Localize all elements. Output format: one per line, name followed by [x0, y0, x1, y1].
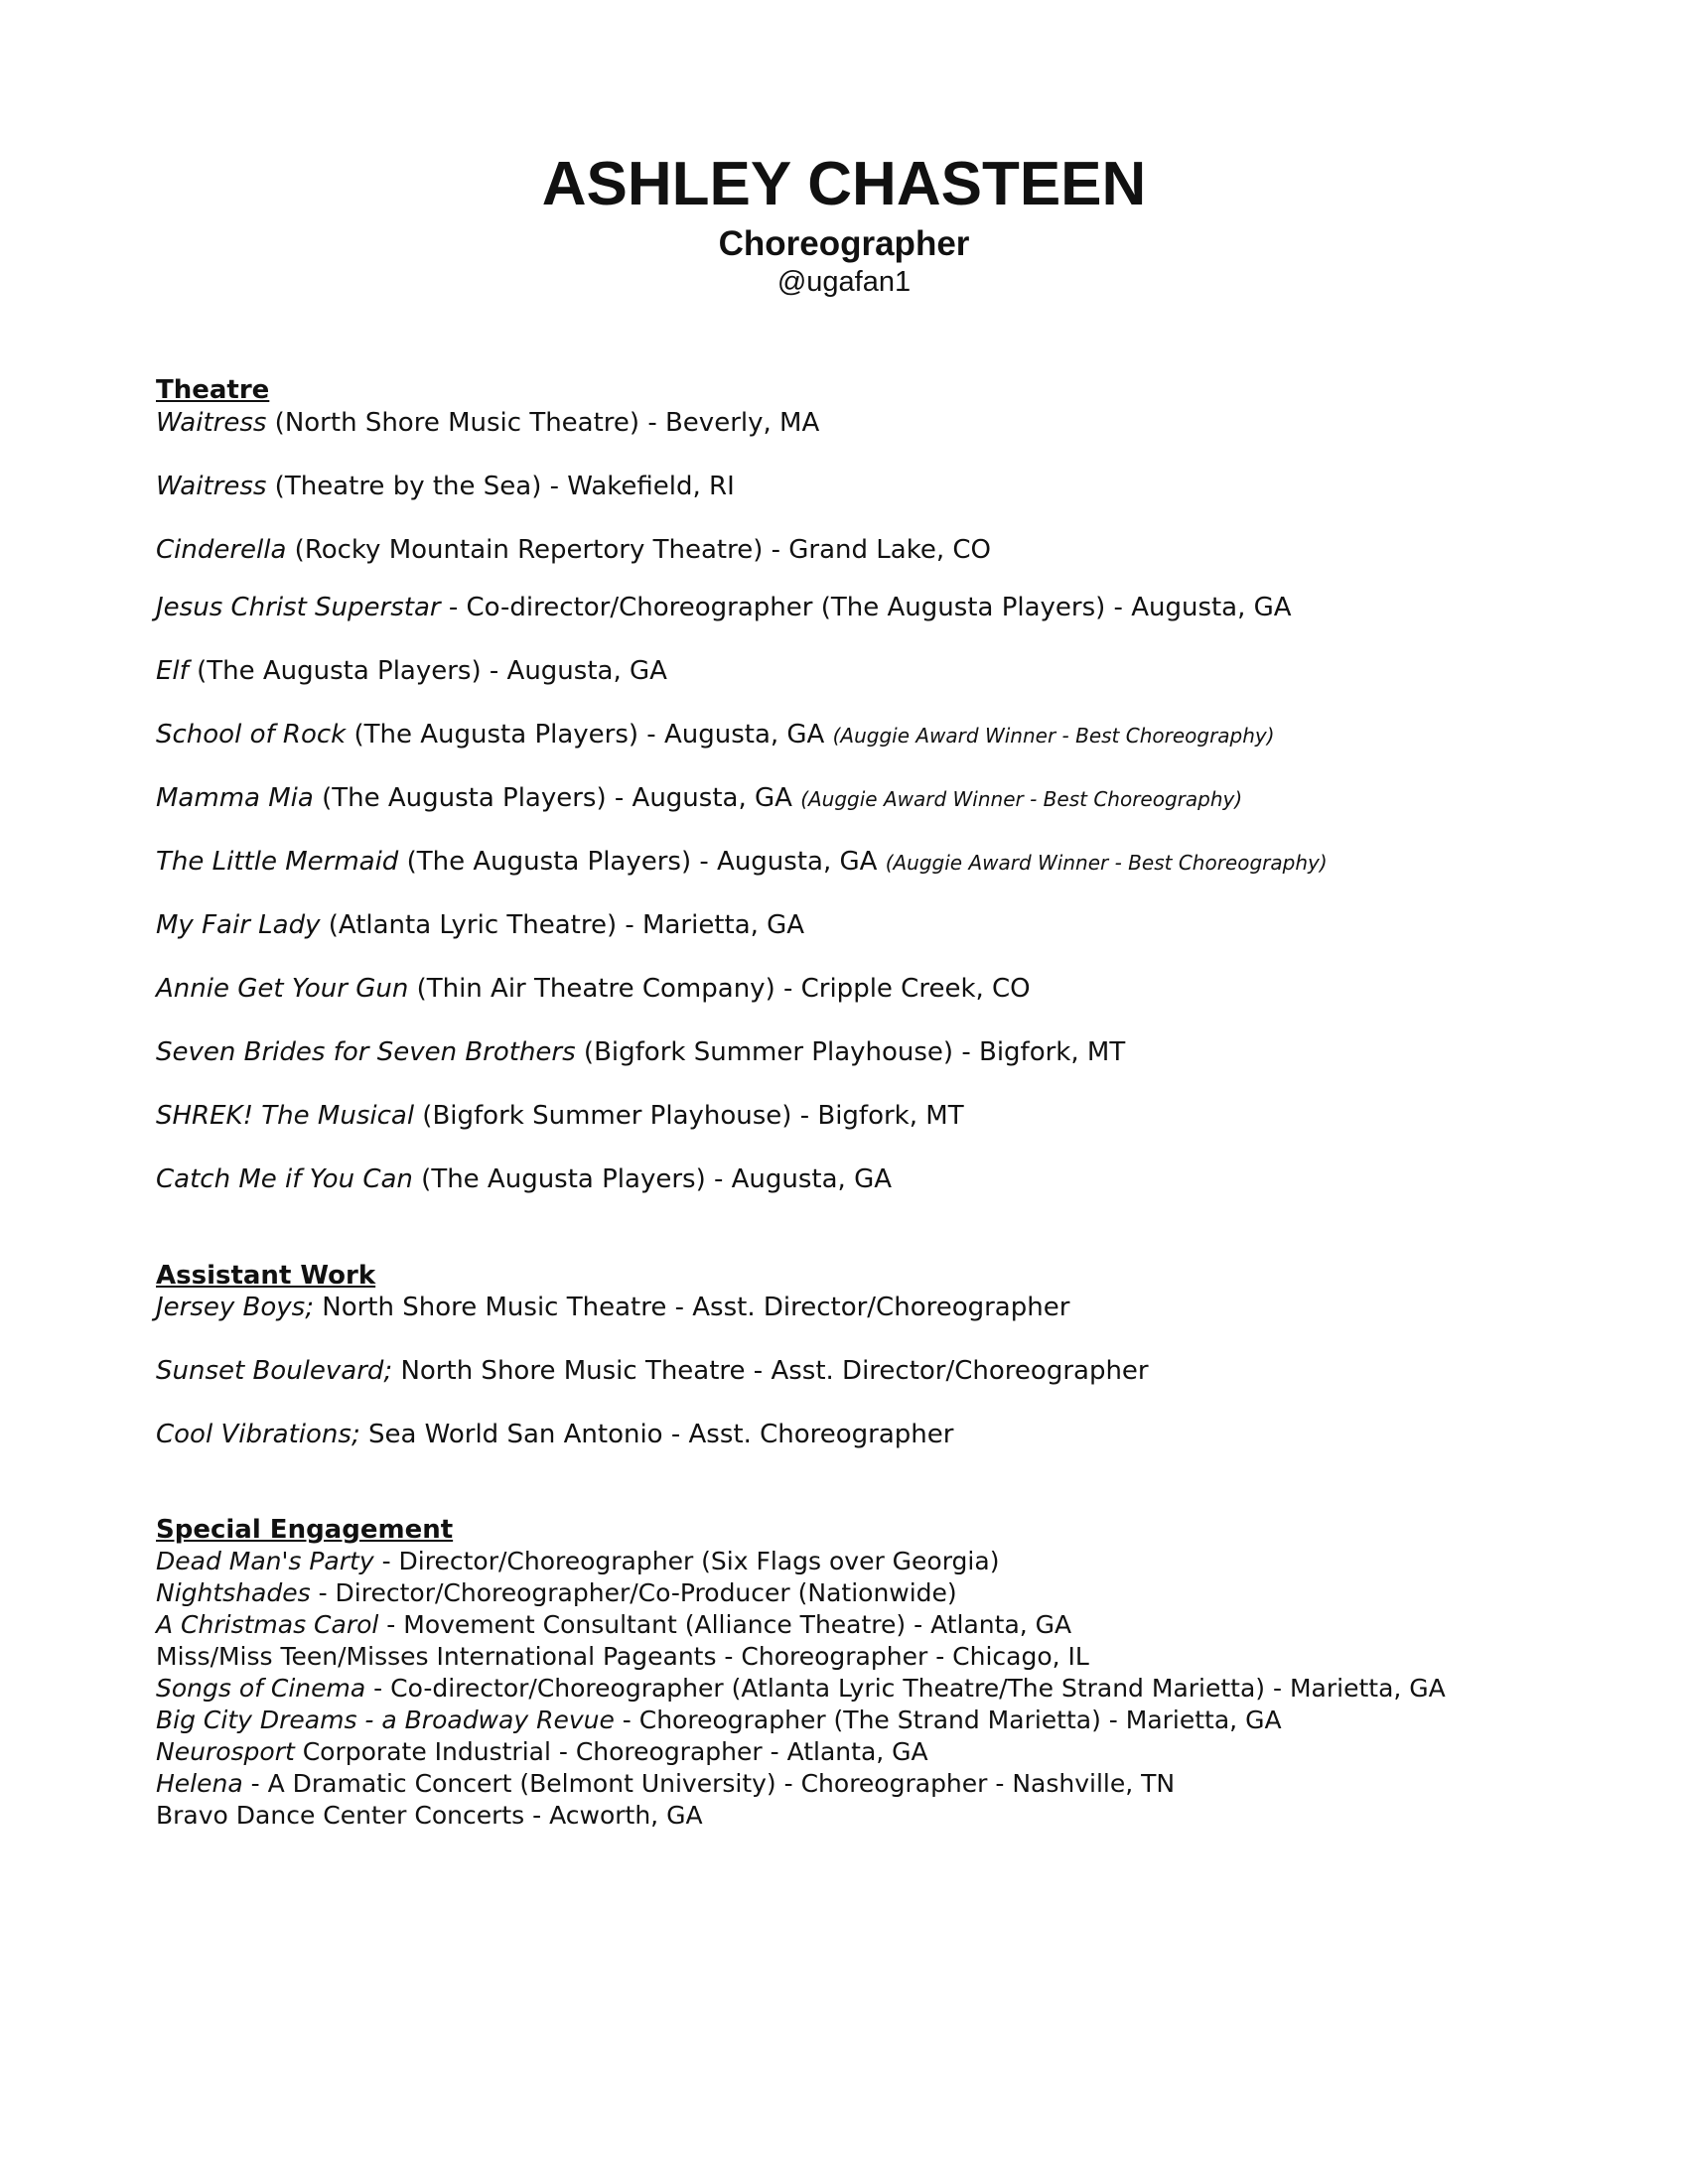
show-details: Miss/Miss Teen/Misses International Pageants - Choreographer - Chicago, IL: [156, 1642, 1089, 1671]
show-details: (Bigfork Summer Playhouse) - Bigfork, MT: [414, 1101, 964, 1131]
show-details: (Bigfork Summer Playhouse) - Bigfork, MT: [575, 1037, 1126, 1067]
show-title: SHREK! The Musical: [156, 1101, 415, 1131]
award-note: (Auggie Award Winner - Best Choreography): [800, 787, 1243, 811]
show-details: Corporate Industrial - Choreographer - Atlanta, GA: [294, 1737, 928, 1766]
show-title: School of Rock: [156, 720, 347, 750]
show-title: Cool Vibrations;: [156, 1420, 360, 1449]
show-title: Catch Me if You Can: [156, 1164, 413, 1194]
special-entry: [156, 1801, 703, 1830]
show-title: Jersey Boys;: [156, 1293, 314, 1322]
show-details: (Thin Air Theatre Company) - Cripple Creek, CO: [408, 974, 1031, 1004]
special-entry: [156, 1674, 1446, 1703]
theatre-entry: [156, 1101, 964, 1131]
show-title: Waitress: [156, 408, 267, 438]
assistant-entry: [156, 1420, 953, 1449]
show-details: (Rocky Mountain Repertory Theatre) - Grand Lake, CO: [286, 535, 991, 565]
award-note: (Auggie Award Winner - Best Choreography): [885, 851, 1328, 875]
show-details: - Director/Choreographer (Six Flags over Georgia): [373, 1547, 1000, 1575]
theatre-entry: [156, 472, 735, 501]
special-entry: [156, 1578, 957, 1607]
show-title: Elf: [156, 656, 189, 686]
show-details: - Movement Consultant (Alliance Theatre) - Atlanta, GA: [378, 1610, 1072, 1639]
show-details: (The Augusta Players) - Augusta, GA: [188, 656, 667, 686]
theatre-entry: [156, 535, 991, 565]
role-subtitle: Choreographer: [718, 224, 970, 263]
theatre-entry: [156, 910, 804, 940]
theatre-entry: [156, 1037, 1125, 1067]
theatre-entry: [156, 847, 1328, 877]
theatre-entry: [156, 656, 667, 686]
show-title: Nightshades: [156, 1578, 311, 1607]
special-entry: [156, 1642, 1089, 1671]
show-details: - Choreographer (The Strand Marietta) - Marietta, GA: [614, 1706, 1282, 1734]
theatre-entry: [156, 408, 819, 438]
show-details: - Co-director/Choreographer (Atlanta Lyric Theatre/The Strand Marietta) - Marietta, GA: [365, 1674, 1446, 1703]
show-title: Jesus Christ Superstar: [156, 593, 441, 622]
show-details: (The Augusta Players) - Augusta, GA: [346, 720, 833, 750]
theatre-entry: [156, 1164, 892, 1194]
special-section-title: Special Engagement: [156, 1515, 454, 1545]
assistant-section-title: Assistant Work: [156, 1261, 376, 1291]
show-title: Cinderella: [156, 535, 287, 565]
special-entry: [156, 1737, 928, 1766]
theatre-section-title: Theatre: [156, 375, 270, 405]
theatre-entry: [156, 783, 1242, 813]
show-title: Sunset Boulevard;: [156, 1356, 393, 1386]
show-details: (Theatre by the Sea) - Wakefield, RI: [266, 472, 735, 501]
theatre-entry: [156, 720, 1275, 750]
show-title: My Fair Lady: [156, 910, 321, 940]
show-details: - Co-director/Choreographer (The Augusta Players) - Augusta, GA: [440, 593, 1292, 622]
show-title: A Christmas Carol: [156, 1610, 379, 1639]
show-details: (North Shore Music Theatre) - Beverly, MA: [266, 408, 820, 438]
show-details: North Shore Music Theatre - Asst. Director/Choreographer: [392, 1356, 1149, 1386]
show-details: (The Augusta Players) - Augusta, GA: [412, 1164, 893, 1194]
show-title: The Little Mermaid: [156, 847, 399, 877]
award-note: (Auggie Award Winner - Best Choreography): [832, 724, 1275, 748]
show-details: Bravo Dance Center Concerts - Acworth, GA: [156, 1801, 703, 1830]
show-details: (The Augusta Players) - Augusta, GA: [398, 847, 886, 877]
special-entry: [156, 1610, 1071, 1639]
theatre-entry: [156, 593, 1292, 622]
show-title: Mamma Mia: [156, 783, 314, 813]
show-title: Dead Man's Party: [156, 1547, 374, 1575]
show-details: Sea World San Antonio - Asst. Choreographer: [359, 1420, 954, 1449]
assistant-entry: [156, 1293, 1069, 1322]
show-details: - Director/Choreographer/Co-Producer (Nationwide): [310, 1578, 957, 1607]
show-title: Waitress: [156, 472, 267, 501]
show-title: Helena: [156, 1769, 243, 1798]
theatre-entry: [156, 974, 1031, 1004]
special-entry: [156, 1547, 999, 1575]
special-entry: [156, 1706, 1282, 1734]
name-heading: ASHLEY CHASTEEN: [541, 150, 1147, 218]
show-details: North Shore Music Theatre - Asst. Director/Choreographer: [313, 1293, 1070, 1322]
show-title: Big City Dreams - a Broadway Revue: [156, 1706, 615, 1734]
show-details: - A Dramatic Concert (Belmont University) - Choreographer - Nashville, TN: [242, 1769, 1176, 1798]
social-handle: @ugafan1: [776, 266, 912, 298]
show-title: Neurosport: [156, 1737, 295, 1766]
show-details: (The Augusta Players) - Augusta, GA: [313, 783, 801, 813]
show-details: (Atlanta Lyric Theatre) - Marietta, GA: [320, 910, 805, 940]
show-title: Seven Brides for Seven Brothers: [156, 1037, 576, 1067]
assistant-entry: [156, 1356, 1149, 1386]
special-entry: [156, 1769, 1175, 1798]
show-title: Songs of Cinema: [156, 1674, 366, 1703]
show-title: Annie Get Your Gun: [156, 974, 409, 1004]
